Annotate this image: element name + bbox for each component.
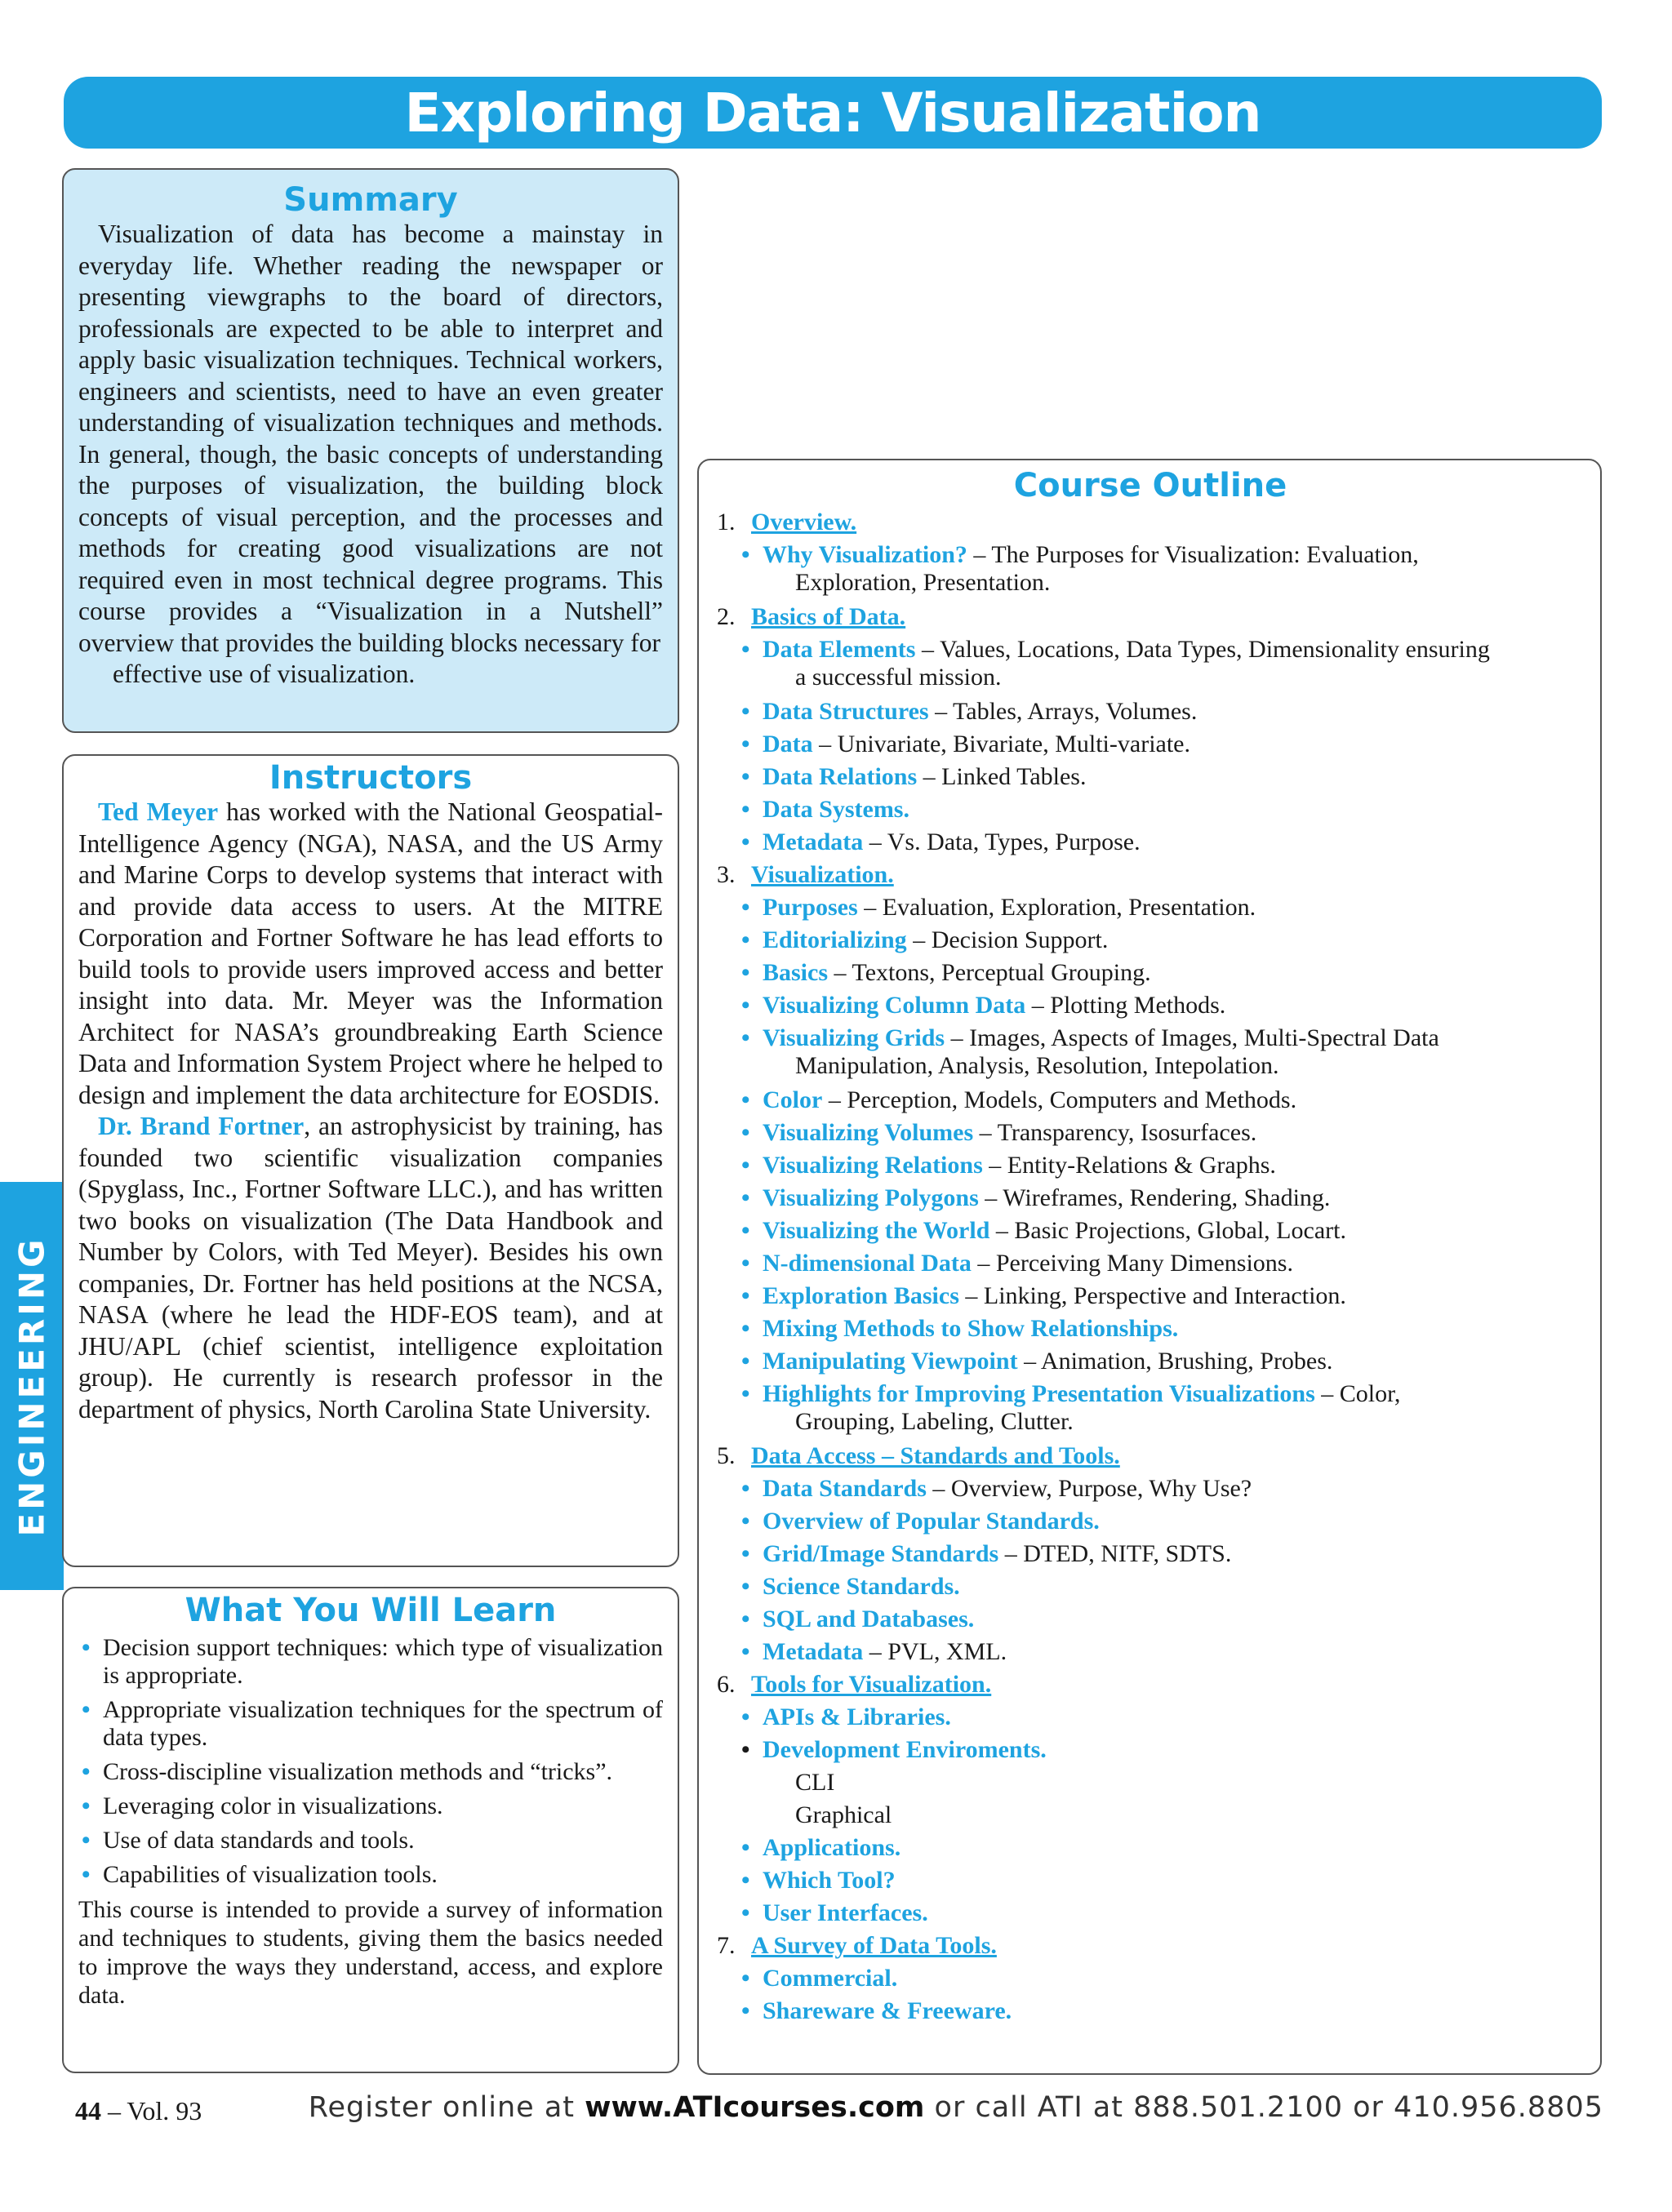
outline-item: • Visualizing Polygons – Wireframes, Rendering, Shading. <box>717 1182 1584 1215</box>
outline-section: 3. Visualization. <box>717 861 894 888</box>
learn-list <box>78 1634 663 1889</box>
outline-item: • Overview of Popular Standards. <box>717 1505 1584 1538</box>
bullet-icon: • <box>741 541 750 568</box>
outline-item: • Visualizing Volumes – Transparency, Isosurfaces. <box>717 1117 1584 1149</box>
bullet-icon: • <box>741 763 750 790</box>
outline-section: 2. Basics of Data. <box>717 603 906 630</box>
outline-box <box>697 459 1602 2075</box>
bullet-icon: • <box>741 1606 750 1632</box>
page-title: Exploring Data: Visualization <box>404 81 1261 144</box>
bullet-icon: • <box>741 1573 750 1600</box>
title-banner <box>64 77 1602 149</box>
outline-item: • Highlights for Improving Presentation Visualizations – Color, Grouping, Labeling, Clutter. <box>717 1378 1584 1437</box>
summary-box <box>62 168 679 733</box>
bullet-icon: • <box>741 1024 750 1051</box>
outline-item: • Purposes – Evaluation, Exploration, Presentation. <box>717 891 1584 924</box>
bullet-icon: • <box>741 1348 750 1375</box>
register-line: Register online at www.ATIcourses.com or call ATI at 888.501.2100 or 410.956.8805 <box>308 2091 1603 2124</box>
bullet-icon: • <box>741 1282 750 1309</box>
section-tab-label: ENGINEERING <box>11 1235 52 1537</box>
bullet-icon: • <box>741 959 750 986</box>
bullet-icon: • <box>741 1250 750 1277</box>
bullet-icon: • <box>82 1758 91 1785</box>
outline-item: • Data Standards – Overview, Purpose, Why Use? <box>717 1472 1584 1505</box>
instructor-name-fortner: Dr. Brand Fortner <box>98 1112 305 1140</box>
outline-section: 6. Tools for Visualization. <box>717 1671 992 1698</box>
instructors-heading: Instructors <box>269 759 473 797</box>
learn-item: • Cross-discipline visualization methods and “tricks”. <box>82 1758 613 1785</box>
outline-section-link[interactable]: Tools for Visualization. <box>751 1671 992 1698</box>
bullet-icon: • <box>82 1792 91 1819</box>
outline-section-link[interactable]: A Survey of Data Tools. <box>751 1932 997 1959</box>
outline-item: • Data – Univariate, Bivariate, Multi-variate. <box>717 728 1584 761</box>
bullet-icon: • <box>741 698 750 725</box>
bullet-icon: • <box>741 731 750 757</box>
outline-heading: Course Outline <box>1013 467 1287 504</box>
outline-subitem: Graphical <box>795 1801 892 1828</box>
summary-text: Visualization of data has become a mainstay in everyday life. Whether reading the newspaper or presenting viewgraphs to the board of directors, professionals are expected to be able to interpret and apply basic visualization techniques. Technical workers, engineers and scientists, need to have an even greater understanding of visualization techniques and methods. In general, though, the basic concepts of understanding the purposes of visualization, the building block concepts of visual perception, and the processes and methods for creating good visualizations are not required even in most technical degree programs. This course provides a “Visualization in a Nutshell” overview that provides the building blocks necessary for effective use of visualization. <box>78 219 663 691</box>
bullet-icon: • <box>741 1380 750 1407</box>
outline-item: • Data Elements – Values, Locations, Data Types, Dimensionality ensuring a successful mission. <box>717 633 1584 692</box>
bullet-icon: • <box>741 1475 750 1502</box>
learn-item: • Capabilities of visualization tools. <box>82 1861 438 1888</box>
bullet-icon: • <box>741 1119 750 1146</box>
bullet-icon: • <box>741 992 750 1019</box>
bullet-icon: • <box>741 1086 750 1113</box>
bullet-icon: • <box>741 1899 750 1926</box>
bullet-icon: • <box>82 1861 91 1888</box>
bullet-icon: • <box>82 1827 91 1854</box>
outline-section: 7. A Survey of Data Tools. <box>717 1932 997 1959</box>
bullet-icon: • <box>741 636 750 663</box>
register-link[interactable]: www.ATIcourses.com <box>585 2091 925 2124</box>
outline-item: • Visualizing Grids – Images, Aspects of Images, Multi-Spectral Data Manipulation, Analysis, Resolution, Intepolation. <box>717 1022 1584 1081</box>
bullet-icon: • <box>741 1152 750 1179</box>
outline-item: • SQL and Databases. <box>717 1603 1584 1636</box>
instructors-box <box>62 754 679 1567</box>
learn-closing: This course is intended to provide a survey of information and techniques to students, giving them the basics needed to improve the ways they understand, access, and explore data. <box>78 1896 663 2009</box>
outline-item: • Science Standards. <box>717 1570 1584 1603</box>
outline-item: • Data Relations – Linked Tables. <box>717 761 1584 793</box>
bullet-icon: • <box>741 1997 750 2024</box>
bullet-icon: • <box>741 1965 750 1992</box>
outline-item: • Visualizing the World – Basic Projections, Global, Locart. <box>717 1215 1584 1247</box>
bullet-icon: • <box>741 1638 750 1665</box>
summary-heading: Summary <box>283 181 458 219</box>
bullet-icon: • <box>741 1184 750 1211</box>
outline-item: • Manipulating Viewpoint – Animation, Brushing, Probes. <box>717 1345 1584 1378</box>
outline-item: • User Interfaces. <box>717 1897 1584 1930</box>
outline-subitem: CLI <box>795 1769 835 1796</box>
learn-item: • Use of data standards and tools. <box>82 1827 415 1854</box>
bullet-icon: • <box>741 1508 750 1535</box>
outline-item: • N-dimensional Data – Perceiving Many Dimensions. <box>717 1247 1584 1280</box>
outline-item: • Visualizing Relations – Entity-Relations & Graphs. <box>717 1149 1584 1182</box>
outline-item: • Metadata – PVL, XML. <box>717 1636 1584 1668</box>
learn-item: • Appropriate visualization techniques for the spectrum of data types. <box>82 1696 663 1751</box>
bullet-icon: • <box>741 828 750 855</box>
outline-section: 1. Overview. <box>717 509 857 535</box>
outline-section-link[interactable]: Basics of Data. <box>751 603 906 630</box>
instructor-bio-meyer: Ted Meyer has worked with the National Geospatial-Intelligence Agency (NGA), NASA, and the US Army and Marine Corps to develop systems that interact with and provide data access to users. At the MITRE Corporation and Fortner Software he has lead efforts to build tools to provide users improved access and better insight into data. Mr. Meyer was the Information Architect for NASA’s groundbreaking Earth Science Data and Information System Project where he helped to design and implement the data architecture for EOSDIS. <box>78 797 663 1109</box>
outline-item: • Development Enviroments. <box>717 1734 1584 1766</box>
bullet-icon: • <box>741 1834 750 1861</box>
outline-section-link[interactable]: Data Access – Standards and Tools. <box>751 1442 1120 1469</box>
page-number: 44 – Vol. 93 <box>75 2096 202 2125</box>
outline-item: • Grid/Image Standards – DTED, NITF, SDTS. <box>717 1538 1584 1570</box>
outline-body <box>717 506 1584 2028</box>
outline-item: • Data Structures – Tables, Arrays, Volumes. <box>717 695 1584 728</box>
outline-item: • Basics – Textons, Perceptual Grouping. <box>717 957 1584 989</box>
outline-item: • Why Visualization? – The Purposes for Visualization: Evaluation, Exploration, Presentation. <box>717 539 1584 597</box>
learn-box <box>62 1587 679 2073</box>
bullet-icon: • <box>741 1703 750 1730</box>
bullet-icon: • <box>741 1315 750 1342</box>
summary-last-line: effective use of visualization. <box>113 660 416 688</box>
bullet-icon: • <box>741 1736 750 1763</box>
outline-section-link[interactable]: Overview. <box>751 509 857 535</box>
outline-item: • Visualizing Column Data – Plotting Methods. <box>717 989 1584 1022</box>
outline-section-link[interactable]: Visualization. <box>751 861 894 888</box>
bullet-icon: • <box>741 926 750 953</box>
bullet-icon: • <box>741 894 750 921</box>
outline-item: • Mixing Methods to Show Relationships. <box>717 1313 1584 1345</box>
outline-item: • Exploration Basics – Linking, Perspective and Interaction. <box>717 1280 1584 1313</box>
outline-item: • Applications. <box>717 1832 1584 1864</box>
bullet-icon: • <box>82 1634 91 1661</box>
outline-item: • APIs & Libraries. <box>717 1701 1584 1734</box>
bullet-icon: • <box>741 1217 750 1244</box>
outline-item: • Data Systems. <box>717 793 1584 826</box>
learn-item: • Decision support techniques: which type of visualization is appropriate. <box>82 1634 663 1689</box>
bullet-icon: • <box>741 796 750 823</box>
outline-section: 5. Data Access – Standards and Tools. <box>717 1442 1120 1469</box>
outline-item: • Editorializing – Decision Support. <box>717 924 1584 957</box>
outline-item: • Commercial. <box>717 1962 1584 1995</box>
bullet-icon: • <box>741 1540 750 1567</box>
outline-item: • Shareware & Freeware. <box>717 1995 1584 2028</box>
instructor-bio-fortner: Dr. Brand Fortner, an astrophysicist by training, has founded two scientific visualization companies (Spyglass, Inc., Fortner Software LLC.), and has written two books on visualization (The Data Handbook and Number by Colors, with Ted Meyer). Besides his own companies, Dr. Fortner has held positions at the NCSA, NASA (where he lead the HDF-EOS team), and at JHU/APL (chief scientist, intelligence exploitation group). He currently is research professor in the department of physics, North Carolina State University. <box>78 1112 664 1424</box>
section-tab <box>0 1182 64 1590</box>
learn-item: • Leveraging color in visualizations. <box>82 1792 443 1819</box>
bullet-icon: • <box>82 1696 91 1723</box>
bullet-icon: • <box>741 1867 750 1894</box>
outline-item: • Metadata – Vs. Data, Types, Purpose. <box>717 826 1584 859</box>
outline-item: • Which Tool? <box>717 1864 1584 1897</box>
learn-heading: What You Will Learn <box>185 1592 557 1629</box>
outline-item: • Color – Perception, Models, Computers and Methods. <box>717 1084 1584 1117</box>
instructor-name-meyer: Ted Meyer <box>98 797 219 826</box>
